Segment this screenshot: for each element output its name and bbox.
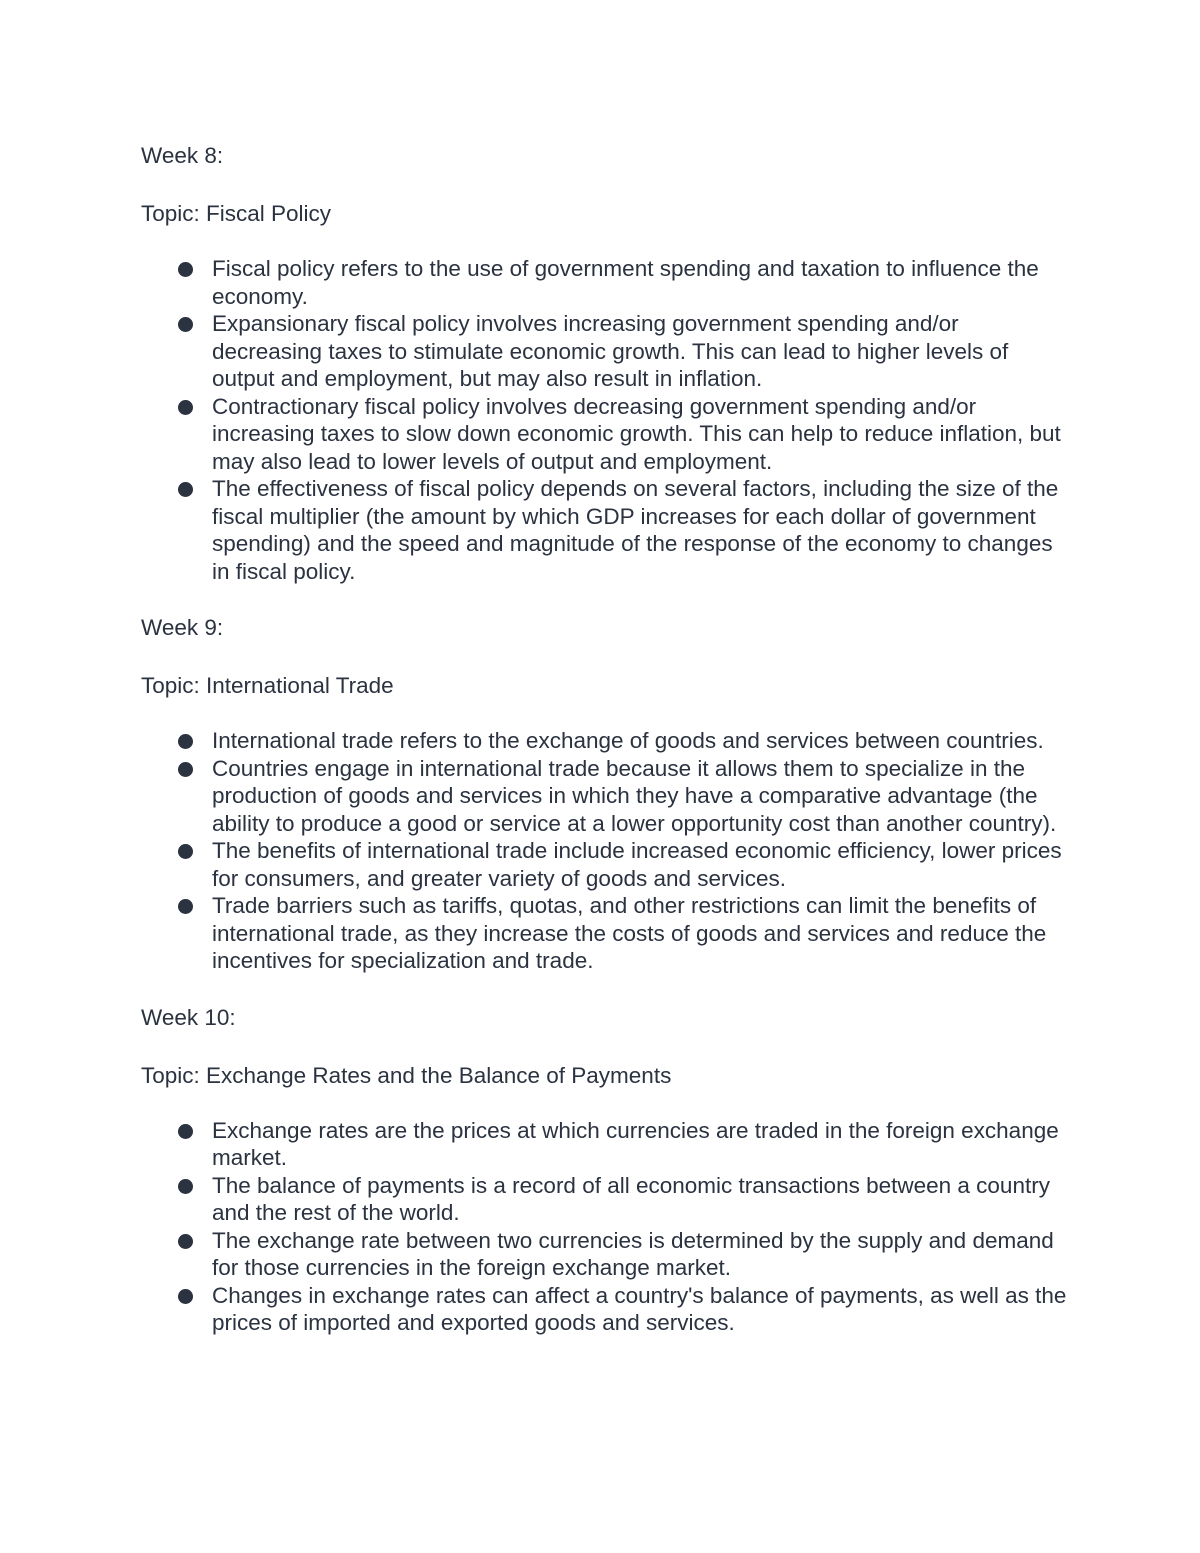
bullet-icon [178, 1234, 193, 1249]
list-item [141, 727, 1071, 755]
week-label: Week 9: [141, 615, 224, 640]
bullet-text: Countries engage in international trade because it allows them to specialize in the production of goods and services in which they have a comparative advantage (the ability to produce a good or service at a lower opportunity cost than another country). [212, 755, 1057, 836]
bullet-icon [178, 1124, 193, 1139]
week-section-10 [141, 1002, 1071, 1337]
list-item [141, 755, 1071, 838]
list-item [141, 310, 1071, 393]
list-item [141, 892, 1071, 975]
bullet-text: Contractionary fiscal policy involves decreasing government spending and/or increasing taxes to slow down economic growth. This can help to reduce inflation, but may also lead to lower levels of output and employment. [212, 393, 1061, 474]
week-label: Week 10: [141, 1004, 236, 1030]
week-section-9 [141, 612, 1071, 975]
bullet-text: Exchange rates are the prices at which currencies are traded in the foreign exchange market. [212, 1117, 1059, 1170]
list-item [141, 255, 1071, 310]
list-item [141, 1227, 1071, 1282]
list-item [141, 475, 1071, 585]
bullet-text: International trade refers to the exchange of goods and services between countries. [212, 728, 1044, 753]
list-item [141, 1282, 1071, 1337]
list-item [141, 837, 1071, 892]
topic-heading: Topic: International Trade [141, 673, 394, 698]
list-item [141, 1117, 1071, 1172]
bullet-list [141, 1117, 1071, 1337]
bullet-icon [178, 762, 193, 777]
bullet-text: Expansionary fiscal policy involves increasing government spending and/or decreasing taxes to stimulate economic growth. This can lead to higher levels of output and employment, but may also result in inflation. [212, 311, 1009, 391]
bullet-text: The effectiveness of fiscal policy depends on several factors, including the size of the fiscal multiplier (the amount by which GDP increases for each dollar of government spending) and the speed and magnitude of the response of the economy to changes in fiscal policy. [212, 476, 1059, 584]
bullet-icon [178, 1179, 193, 1194]
bullet-icon [178, 262, 193, 277]
bullet-text: Changes in exchange rates can affect a country's balance of payments, as well as the prices of imported and exported goods and services. [212, 1282, 1067, 1335]
list-item [141, 393, 1071, 476]
bullet-text: The benefits of international trade include increased economic efficiency, lower prices for consumers, and greater variety of goods and services. [212, 838, 1062, 891]
bullet-icon [178, 482, 193, 497]
bullet-list [141, 727, 1071, 975]
bullet-icon [178, 400, 193, 415]
bullet-text: The balance of payments is a record of all economic transactions between a country and the rest of the world. [212, 1172, 1050, 1225]
bullet-list [141, 255, 1071, 585]
week-label: Week 8: [141, 143, 224, 168]
bullet-icon [178, 1289, 193, 1304]
bullet-text: The exchange rate between two currencies is determined by the supply and demand for those currencies in the foreign exchange market. [212, 1227, 1054, 1280]
week-section-8 [141, 140, 1071, 585]
list-item [141, 1172, 1071, 1227]
bullet-icon [178, 899, 193, 914]
topic-heading: Topic: Exchange Rates and the Balance of Payments [141, 1062, 672, 1088]
bullet-icon [178, 734, 193, 749]
document-content [141, 140, 1071, 1337]
bullet-text: Fiscal policy refers to the use of government spending and taxation to influence the economy. [212, 256, 1039, 309]
bullet-icon [178, 317, 193, 332]
topic-heading: Topic: Fiscal Policy [141, 201, 332, 226]
bullet-text: Trade barriers such as tariffs, quotas, and other restrictions can limit the benefits of international trade, as they increase the costs of goods and services and reduce the incentives for specialization and trade. [212, 893, 1047, 973]
bullet-icon [178, 844, 193, 859]
